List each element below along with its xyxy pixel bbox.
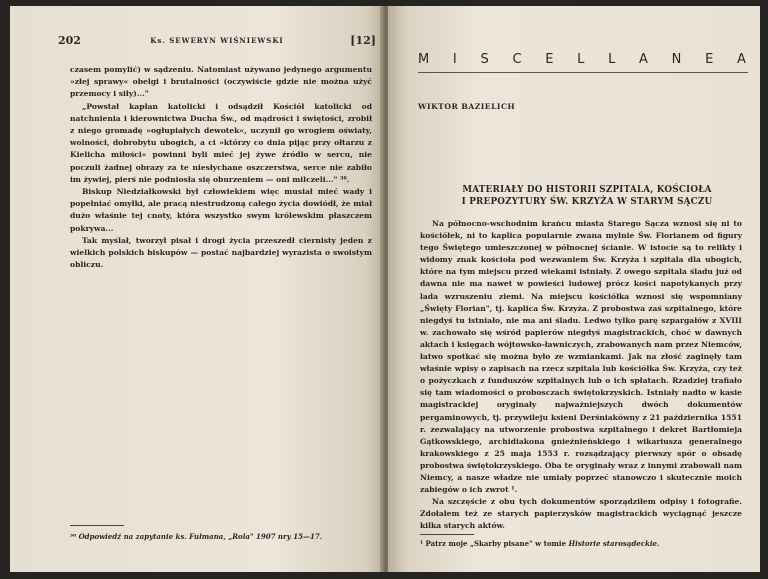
paragraph: czasem pomylić) w sądzeniu. Natomiast używano jedynego argumentu »złej sprawy« obelgi i brutalności (oczywiście gdzie nie można użyć przemocy i siły)..." <box>70 65 372 99</box>
paragraph: Na szczęście z obu tych dokumentów sporządziłem odpisy i fotografie. Zdołałem też ze starych papierzysków magistrackich wyciągnąć jeszcze kilka starych aktów. <box>420 497 742 531</box>
section-letter: I <box>452 52 459 67</box>
left-page <box>10 6 385 572</box>
section-letter: C <box>512 52 524 67</box>
footnote-book-title: Historie starosądeckie <box>568 539 657 548</box>
footnote: ³⁸ Odpowiedź na zapytanie ks. Fulmana, „Rola" 1907 nry 15—17. <box>70 532 323 541</box>
left-page-header <box>58 34 376 48</box>
section-letter: M <box>418 52 432 67</box>
right-page <box>388 6 760 572</box>
footnote <box>420 539 740 549</box>
section-letter: S <box>480 52 491 67</box>
section-rule <box>418 72 748 73</box>
section-letter: L <box>577 52 587 67</box>
section-letter: E <box>705 52 716 67</box>
footnote-text: ¹ Patrz moje „Skarby pisane" w tomie <box>420 539 569 548</box>
paragraph: Biskup Niedziałkowski był człowiekiem więc musiał mieć wady i popełniać omyłki, ale pracą niestrudzoną całego życia dowiódł, że miał dużo właśnie tej cnoty, która wszystko swym królewskim płaszczem pokrywa... <box>70 187 372 233</box>
footnote-rule <box>70 525 124 526</box>
paragraph: „Powstał kapłan katolicki i odsądził Kościół katolicki od natchnienia i kierownictwa Ducha Św., od mądrości i świętości, zrobił z niego gromadę »ogłupiałych dewotek«, uczynił go wrogiem oświaty, wolności, dobrobytu ubogich, a ci »którzy co dnia pijąc przy ołtarzu z Kielicha miłości« powinni byli mieć jej żywe źródło w sercu, nie poczuli żadnej obrazy za te niesłychane oszczerstwa, serce nie zabiło im żywiej, pierś nie podniosła się oburzeniem — oni milczeli..." ³⁸. <box>70 101 372 184</box>
article-title-line: I PREPOZYTURY ŚW. KRZYŻA W STARYM SĄCZU <box>461 197 713 207</box>
section-letter: L <box>608 52 618 67</box>
article-author: WIKTOR BAZIELICH <box>418 102 516 111</box>
footnote-rule <box>420 534 474 535</box>
section-letter: E <box>545 52 556 67</box>
section-letter: N <box>671 52 684 67</box>
right-page-body <box>420 218 742 532</box>
footnote-end: . <box>656 539 660 548</box>
running-head: Ks. SEWERYN WIŚNIEWSKI <box>150 36 284 45</box>
section-title <box>418 52 748 67</box>
section-letter: A <box>639 52 650 67</box>
left-page-body <box>70 64 372 271</box>
article-title-line: MATERIAŁY DO HISTORII SZPITALA, KOŚCIOŁA <box>462 185 712 195</box>
section-letter: A <box>737 52 748 67</box>
paragraph: Tak myślał, tworzył pisał i drogi życia przeszedł ciernisty jeden z wielkich polskich biskupów — postać najbardziej wyrazista o swoistym obliczu. <box>70 235 372 270</box>
article-title <box>436 184 738 208</box>
paragraph: Na północno-wschodnim krańcu miasta Starego Sącza wznosi się ni to kościółek, ni to kaplica popularnie zwana mylnie Św. Florianem od figury tego Świętego umieszczonej w północnej ścianie. W istocie są to relikty i widomy znak kościoła pod wezwaniem Św. Krzyża i szpitala dla ubogich, które na tym miejscu przed wiekami istniały. Z owego szpitala śladu już od dawna nie ma nawet w powieści ludowej prócz kości napotykanych przy lada wzruszeniu ziemi. Na miejscu kościółka wznosi się wspomniany „Święty Florian", tj. kaplica Św. Krzyża. Z probostwa zaś szpitalnego, które niegdyś tu istniało, nie ma ani śladu. Ledwo tylko parę szpargałów z XVIII w. zachowało się wśród papierów niegdyś magistrackich, choć w dawnych aktach i księgach wójtowsko-ławniczych, zrabowanych nam przez Niemców, łatwo spotkać się można było ze wzmiankami. Jak na złość zaginęły tam właśnie wpisy o zapisach na rzecz szpitala lub kościółka Św. Krzyża, czy też o pożyczkach z funduszów szpitalnych lub o ich spłatach. Rzadziej trafiało się tam wiadomości o probosczach świętokrzyskich. Istniały nadto w kasie magistrackiej oryginały najważniejszych dwóch dokumentów pergaminowych, tj. przywileju ksieni Derśniakówny z 21 października 1551 r. zezwalający na utworzenie probostwa szpitalnego i dekret Bartłomieja Gątkowskiego, archidiakona gnieźnieńskiego i wikariusza generalnego krakowskiego z 25 maja 1553 r. rozsądzający pierwszy spór o obsadę probostwa świętokrzyskiego. Oba te oryginały wraz z innymi zrabowali nam Niemcy, a nasze władze nie umiały poprzeć stanowczo i skutecznie moich zabiegów o ich zwrot ¹. <box>420 219 742 495</box>
page-number: 202 <box>58 34 81 47</box>
section-mark: [12] <box>350 34 376 47</box>
